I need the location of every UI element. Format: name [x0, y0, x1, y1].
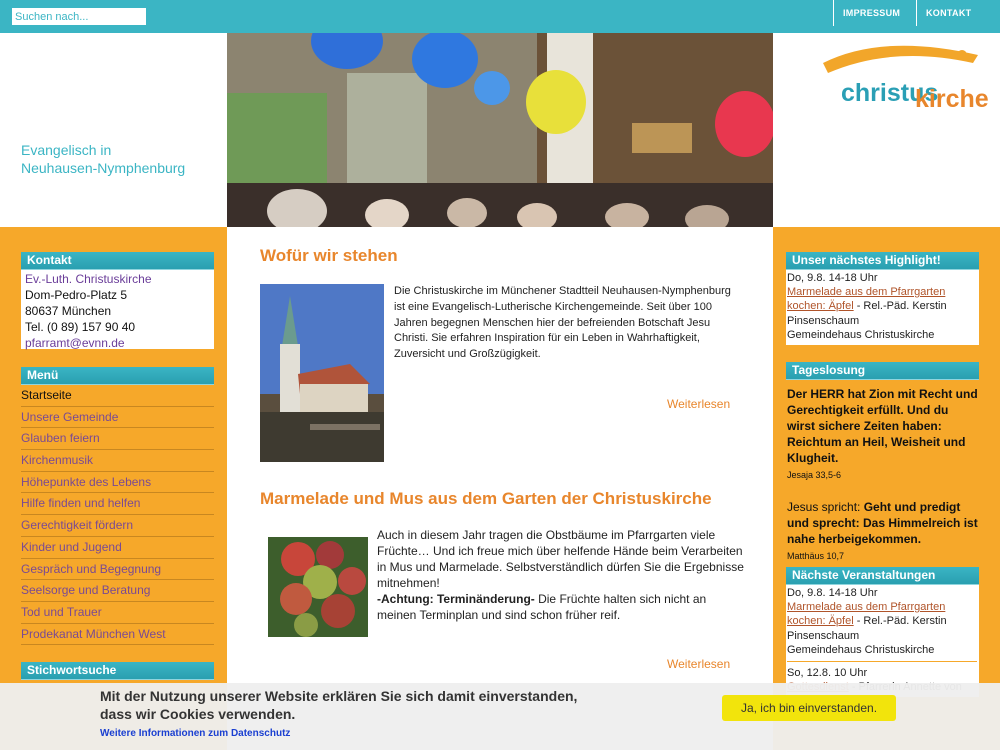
highlight-title: Unser nächstes Highlight!: [786, 252, 979, 270]
menu-item-tod-trauer[interactable]: Tod und Trauer: [21, 602, 214, 624]
top-bar: [0, 0, 1000, 33]
article-text: [377, 527, 747, 623]
menu-item-hilfe[interactable]: Hilfe finden und helfen: [21, 493, 214, 515]
church-photo[interactable]: [260, 284, 384, 462]
kontakt-street: Dom-Pedro-Platz 5: [25, 288, 128, 302]
jesus-text: Geht und predigt und sprecht: Das Himmelreich ist nahe herbeigekommen.: [787, 500, 978, 546]
stichwort-box: [21, 662, 214, 680]
event-date: So, 12.8. 10 Uhr: [787, 661, 977, 680]
tagline-line1: Evangelisch in: [21, 142, 112, 158]
losung-reference: Jesaja 33,5-6: [787, 470, 842, 480]
event-desc: [787, 600, 977, 643]
cookie-accept-button[interactable]: Ja, ich bin einverstanden.: [722, 695, 896, 721]
lehrtext: [787, 499, 978, 547]
kontakt-city: 80637 München: [25, 304, 112, 318]
kontakt-link[interactable]: KONTAKT: [916, 0, 1000, 26]
stichwort-title: Stichwortsuche: [21, 662, 214, 680]
read-more-link[interactable]: Weiterlesen: [667, 657, 731, 671]
article-body: Auch in diesem Jahr tragen die Obstbäume im Pfarrgarten viele Früchte… Und ich freue mich über helfende Hände beim Verarbeiten in Mus und Marmelade. Selbstverständlich dürfen Sie die Ergebnisse mitnehmen!: [377, 528, 744, 590]
highlight-body: [786, 270, 979, 345]
church-illustration: [260, 284, 384, 462]
kontakt-box: [21, 252, 214, 349]
article-title[interactable]: Marmelade und Mus aus dem Garten der Christuskirche: [260, 489, 712, 508]
menu-item-gespraech[interactable]: Gespräch und Begegnung: [21, 559, 214, 581]
tageslosung-body: [786, 380, 979, 564]
tageslosung-title: Tageslosung: [786, 362, 979, 380]
kontakt-title: Kontakt: [21, 252, 214, 270]
notice-text: Die Früchte halten sich nicht an meinen Terminplan und sind schon früher reif.: [377, 592, 707, 622]
menu-item-gerechtigkeit[interactable]: Gerechtigkeit fördern: [21, 515, 214, 537]
menu-title: Menü: [21, 367, 214, 385]
menu-item-seelsorge[interactable]: Seelsorge und Beratung: [21, 580, 214, 602]
main-content: [227, 227, 773, 750]
apples-illustration: [268, 537, 368, 637]
menu-item-hoehepunkte[interactable]: Höhepunkte des Lebens: [21, 472, 214, 494]
logo-word-kirche: kirche: [915, 85, 989, 113]
left-sidebar: [0, 227, 227, 750]
logo-word-christus: christus: [841, 79, 939, 107]
veranstaltungen-box: [786, 567, 979, 697]
menu-item-glauben-feiern[interactable]: Glauben feiern: [21, 428, 214, 450]
search-input[interactable]: [12, 8, 146, 25]
event-person: - Rel.-Päd. Kerstin Pinsenschaum: [787, 615, 947, 642]
highlight-place: Gemeindehaus Christuskirche: [787, 328, 935, 341]
privacy-info-link[interactable]: Weitere Informationen zum Datenschutz: [100, 728, 291, 739]
jesus-prefix: Jesus spricht:: [787, 500, 861, 514]
cookie-message: Mit der Nutzung unserer Website erklären Sie sich damit einverstanden, dass wir Cookies verwenden.: [100, 688, 578, 722]
menu-list: [21, 385, 214, 645]
menu-box: [21, 367, 214, 645]
apples-photo[interactable]: [268, 537, 368, 637]
highlight-event-link[interactable]: Marmelade aus dem Pfarrgarten kochen: Äpfel: [787, 286, 946, 313]
article-text: Die Christuskirche im Münchener Stadtteil Neuhausen-Nymphenburg ist eine Evangelisch-Lutherische Kirchengemeinde. Seit über 100 Jahren begegnen Menschen hier der befreienden Botschaft Jesu Christi. Sie erfahren Inspiration für ein Leben in Wahrhaftigkeit, Zuversicht und Großzügigkeit.: [394, 285, 731, 361]
lehrtext-reference: Matthäus 10,7: [787, 551, 845, 561]
christuskirche-logo[interactable]: [773, 33, 1000, 227]
kontakt-name: Ev.-Luth. Christuskirche: [25, 272, 152, 286]
losung-text: Der HERR hat Zion mit Recht und Gerechtigkeit erfüllt. Und du wirst sichere Zeiten haben: Reichtum an Heil, Weisheit und Klugheit.: [787, 387, 978, 465]
menu-item-kinder-jugend[interactable]: Kinder und Jugend: [21, 537, 214, 559]
highlight-desc: [787, 285, 977, 328]
impressum-link[interactable]: IMPRESSUM: [833, 0, 915, 26]
right-sidebar: [773, 227, 1000, 750]
event-link[interactable]: Marmelade aus dem Pfarrgarten kochen: Äpfel: [787, 601, 946, 628]
hero-image: [227, 33, 773, 227]
veranstaltungen-body: [786, 585, 979, 697]
event-date: Do, 9.8. 14-18 Uhr: [787, 587, 878, 599]
highlight-date: Do, 9.8. 14-18 Uhr: [787, 272, 878, 284]
kontakt-body: [21, 270, 214, 349]
menu-item-prodekanat[interactable]: Prodekanat München West: [21, 624, 214, 646]
logo-graphic: [773, 33, 1000, 227]
article-title[interactable]: Wofür wir stehen: [260, 246, 398, 265]
highlight-person: - Rel.-Päd. Kerstin Pinsenschaum: [787, 300, 947, 327]
tageslosung-box: [786, 362, 979, 564]
event-place: Gemeindehaus Christuskirche: [787, 643, 935, 656]
notice-label: -Achtung: Terminänderung-: [377, 592, 535, 606]
hero-balloons-illustration: [227, 33, 773, 227]
read-more-link[interactable]: Weiterlesen: [667, 397, 731, 411]
menu-item-unsere-gemeinde[interactable]: Unsere Gemeinde: [21, 407, 214, 429]
tagline: [21, 141, 185, 177]
menu-item-kirchenmusik[interactable]: Kirchenmusik: [21, 450, 214, 472]
kontakt-email-link[interactable]: pfarramt@evnn.de: [25, 336, 125, 350]
highlight-box: [786, 252, 979, 345]
cookie-consent-bar: [0, 683, 1000, 750]
kontakt-phone: Tel. (0 89) 157 90 40: [25, 320, 136, 334]
tagline-line2: Neuhausen-Nymphenburg: [21, 160, 186, 176]
header-left: [0, 33, 227, 227]
menu-item-startseite[interactable]: Startseite: [21, 385, 214, 407]
veranstaltungen-title: Nächste Veranstaltungen: [786, 567, 979, 585]
